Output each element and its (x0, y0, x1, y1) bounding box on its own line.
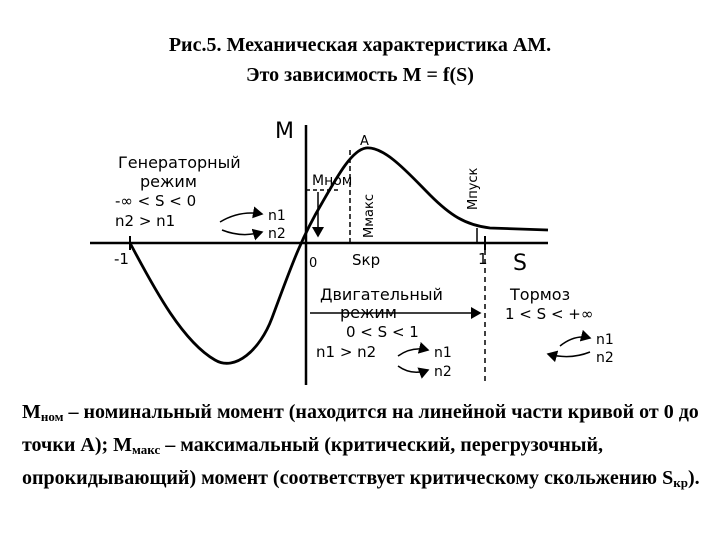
caption-text-2: до точки А); M (22, 401, 699, 456)
generator-mode-block (115, 153, 286, 242)
generator-title-1: Генераторный (118, 153, 241, 172)
motor-arrow-1 (398, 349, 428, 356)
m-nom-label: Mном (312, 173, 353, 189)
generator-n1: n1 (268, 208, 286, 224)
brake-n2: n2 (596, 350, 614, 366)
generator-relation: n2 > n1 (115, 212, 176, 230)
motor-range: 0 < S < 1 (346, 323, 419, 341)
caption-text-3: – максимальный (критический, перегрузочный, опрокидывающий) момент (соответствует критическому скольжению S (22, 434, 674, 489)
tick-label-one: 1 (478, 250, 488, 268)
m-pusk-label: Mпуск (466, 167, 481, 210)
caption-m-maks-sub: макс (132, 442, 161, 457)
generator-arrow-2 (222, 230, 262, 235)
axis-label-m: M (275, 119, 294, 144)
motor-mode-block (310, 285, 480, 380)
motor-n1: n1 (434, 345, 452, 361)
brake-title: Тормоз (510, 285, 571, 304)
motor-n2: n2 (434, 364, 452, 380)
generator-arrow-1 (220, 213, 262, 222)
origin-label: 0 (309, 256, 318, 271)
title-line-1: Рис.5. Механическая характеристика АМ. (168, 34, 552, 56)
motor-title-1: Двигательный (320, 285, 443, 304)
brake-mode-block (505, 285, 614, 366)
title-line-2: Это зависимость M = f(S) (246, 64, 474, 86)
s-kr-label: Sкр (352, 251, 381, 269)
brake-n1: n1 (596, 332, 614, 348)
caption-text-1: – номинальный момент (находится на линейной части кривой от (63, 401, 664, 423)
caption-zero: 0 (663, 401, 674, 423)
brake-range: 1 < S < +∞ (505, 305, 594, 323)
motor-arrow-2 (398, 366, 428, 372)
generator-range: -∞ < S < 0 (115, 192, 197, 210)
brake-arrow-1 (560, 337, 590, 346)
generator-title-2: режим (140, 172, 197, 191)
point-a-label: A (360, 134, 369, 149)
caption (22, 398, 712, 497)
caption-s-kr-sub: кр (673, 475, 688, 490)
m-maks-label: Mмакс (362, 194, 377, 238)
caption-m-nom-sub: ном (40, 409, 64, 424)
brake-arrow-2 (548, 352, 590, 357)
caption-m: M (22, 401, 41, 423)
caption-text-4: ). (687, 467, 700, 489)
axis-label-s: S (513, 251, 527, 276)
generator-n2: n2 (268, 226, 286, 242)
motor-relation: n1 > n2 (316, 343, 377, 361)
motor-title-2: режим (340, 303, 397, 322)
tick-label-minus-one: -1 (114, 250, 129, 268)
